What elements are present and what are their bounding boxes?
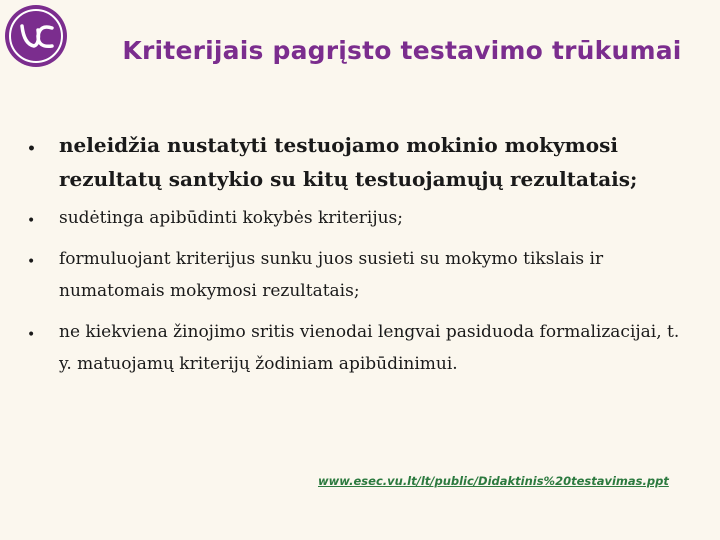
bullet-item bbox=[22, 202, 692, 234]
bullet-marker: • bbox=[27, 141, 36, 157]
bullet-text: sudėtinga apibūdinti kokybės kriterijus; bbox=[59, 208, 403, 228]
bullet-list bbox=[22, 128, 692, 389]
organization-logo-icon bbox=[4, 4, 68, 68]
bullet-marker: • bbox=[27, 213, 36, 229]
slide-title: Kriterijais pagrįsto testavimo trūkumai bbox=[122, 36, 682, 65]
source-link[interactable]: www.esec.vu.lt/lt/public/Didaktinis%20testavimas.ppt bbox=[318, 474, 669, 488]
bullet-marker: • bbox=[27, 254, 36, 270]
bullet-marker: • bbox=[27, 327, 36, 343]
bullet-text: neleidžia nustatyti testuojamo mokinio mokymosi rezultatų santykio su kitų testuojamųjų rezultatais; bbox=[59, 133, 638, 191]
bullet-item bbox=[22, 243, 692, 307]
bullet-text: formuluojant kriterijus sunku juos susieti su mokymo tikslais ir numatomais mokymosi rezultatais; bbox=[59, 249, 604, 301]
bullet-item bbox=[22, 316, 692, 380]
bullet-text: ne kiekviena žinojimo sritis vienodai lengvai pasiduoda formalizacijai, t. y. matuojamų kriterijų žodiniam apibūdinimui. bbox=[59, 322, 680, 374]
bullet-item bbox=[22, 128, 692, 196]
